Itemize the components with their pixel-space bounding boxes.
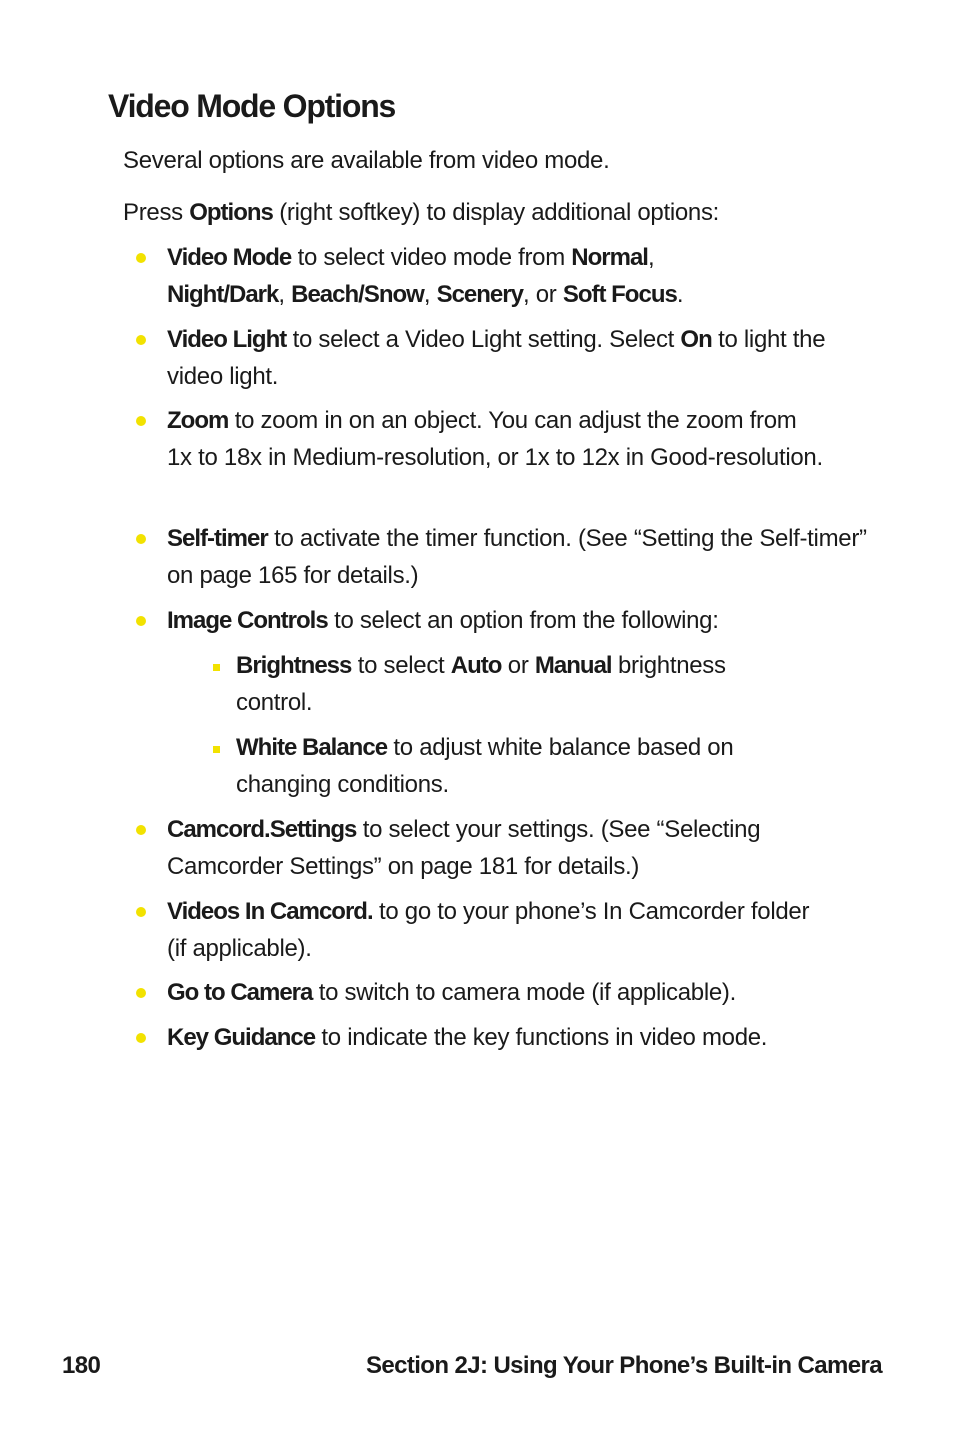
item-text: to select a Video Light setting. Select — [286, 326, 681, 353]
item-text: to adjust white balance based on changing conditions. — [236, 734, 734, 798]
page-number: 180 — [62, 1352, 101, 1379]
item-term: Self-timer — [167, 525, 268, 552]
sub-bullet-icon — [213, 664, 220, 671]
item-text: , or — [522, 280, 563, 308]
item-term: Videos In Camcord. — [167, 898, 373, 925]
item-term: Night/Dark — [167, 280, 279, 308]
intro-line-1: Several options are available from video mode. — [123, 147, 610, 174]
item-term: Camcord.Settings — [167, 816, 357, 843]
item-text: to activate the timer function. (See “Setting the Self-timer” on page 165 for details.) — [167, 525, 867, 589]
page-title: Video Mode Options — [108, 88, 396, 124]
bullet-icon — [136, 416, 146, 426]
bullet-icon — [136, 335, 146, 345]
list-item-self-timer — [167, 521, 867, 594]
item-term: Brightness — [236, 652, 352, 679]
list-item-camcord-settings — [167, 812, 847, 885]
options-key-label: Options — [189, 199, 273, 226]
item-term: White Balance — [236, 734, 388, 761]
item-text: to indicate the key functions in video mode. — [315, 1024, 768, 1051]
item-text: or — [501, 652, 535, 679]
sub-item-white-balance — [236, 730, 816, 803]
bullet-icon — [136, 907, 146, 917]
item-text: . — [676, 280, 684, 308]
section-title: Section 2J: Using Your Phone’s Built-in Camera — [365, 1352, 882, 1379]
bullet-icon — [136, 988, 146, 998]
item-term: Zoom — [167, 407, 229, 434]
bullet-icon — [136, 534, 146, 544]
item-term: Auto — [450, 652, 502, 679]
list-item-go-to-camera — [167, 975, 867, 1012]
item-text: to select — [351, 652, 451, 679]
item-term: Image Controls — [167, 607, 328, 634]
item-term: On — [680, 326, 712, 353]
item-term: Video Light — [167, 326, 287, 353]
item-text: , — [278, 280, 292, 308]
item-term: Video Mode — [167, 244, 292, 271]
item-text: to select video mode from — [291, 244, 572, 271]
item-text: to go to your phone’s In Camcorder folder (if applicable). — [167, 898, 810, 962]
bullet-icon — [136, 253, 146, 263]
intro-line-2 — [123, 195, 719, 231]
list-item-video-mode — [167, 240, 867, 313]
item-text: to switch to camera mode (if applicable). — [312, 979, 736, 1006]
list-item-video-light — [167, 322, 867, 395]
item-term: Key Guidance — [167, 1024, 316, 1051]
item-term: Scenery — [436, 280, 523, 308]
list-item-zoom — [167, 403, 827, 476]
list-item-videos-in-camcord — [167, 894, 827, 967]
press-text: Press — [123, 199, 190, 226]
bullet-icon — [136, 825, 146, 835]
item-text: , — [647, 244, 655, 271]
item-text: to zoom in on an object. You can adjust the zoom from 1x to 18x in Medium-resolution, or 1x to 12x in Good-resolution. — [167, 407, 823, 471]
item-term: Go to Camera — [167, 979, 313, 1006]
item-term: Manual — [534, 652, 612, 679]
item-term: Beach/Snow — [291, 280, 424, 308]
list-item-key-guidance — [167, 1020, 867, 1057]
item-term: Normal — [571, 244, 648, 271]
sub-bullet-icon — [213, 746, 220, 753]
item-text: , — [423, 280, 437, 308]
item-text: to select your settings. (See “Selecting Camcorder Settings” on page 181 for details.) — [167, 816, 761, 880]
bullet-icon — [136, 1033, 146, 1043]
item-text: to select an option from the following: — [327, 607, 719, 634]
sub-item-brightness — [236, 648, 796, 721]
item-text: to light the video light. — [167, 326, 826, 390]
list-item-image-controls — [167, 603, 867, 640]
item-term: Soft Focus — [562, 280, 677, 308]
item-text: brightness control. — [236, 652, 726, 716]
intro-line-2-rest: (right softkey) to display additional options: — [272, 199, 720, 226]
bullet-icon — [136, 616, 146, 626]
